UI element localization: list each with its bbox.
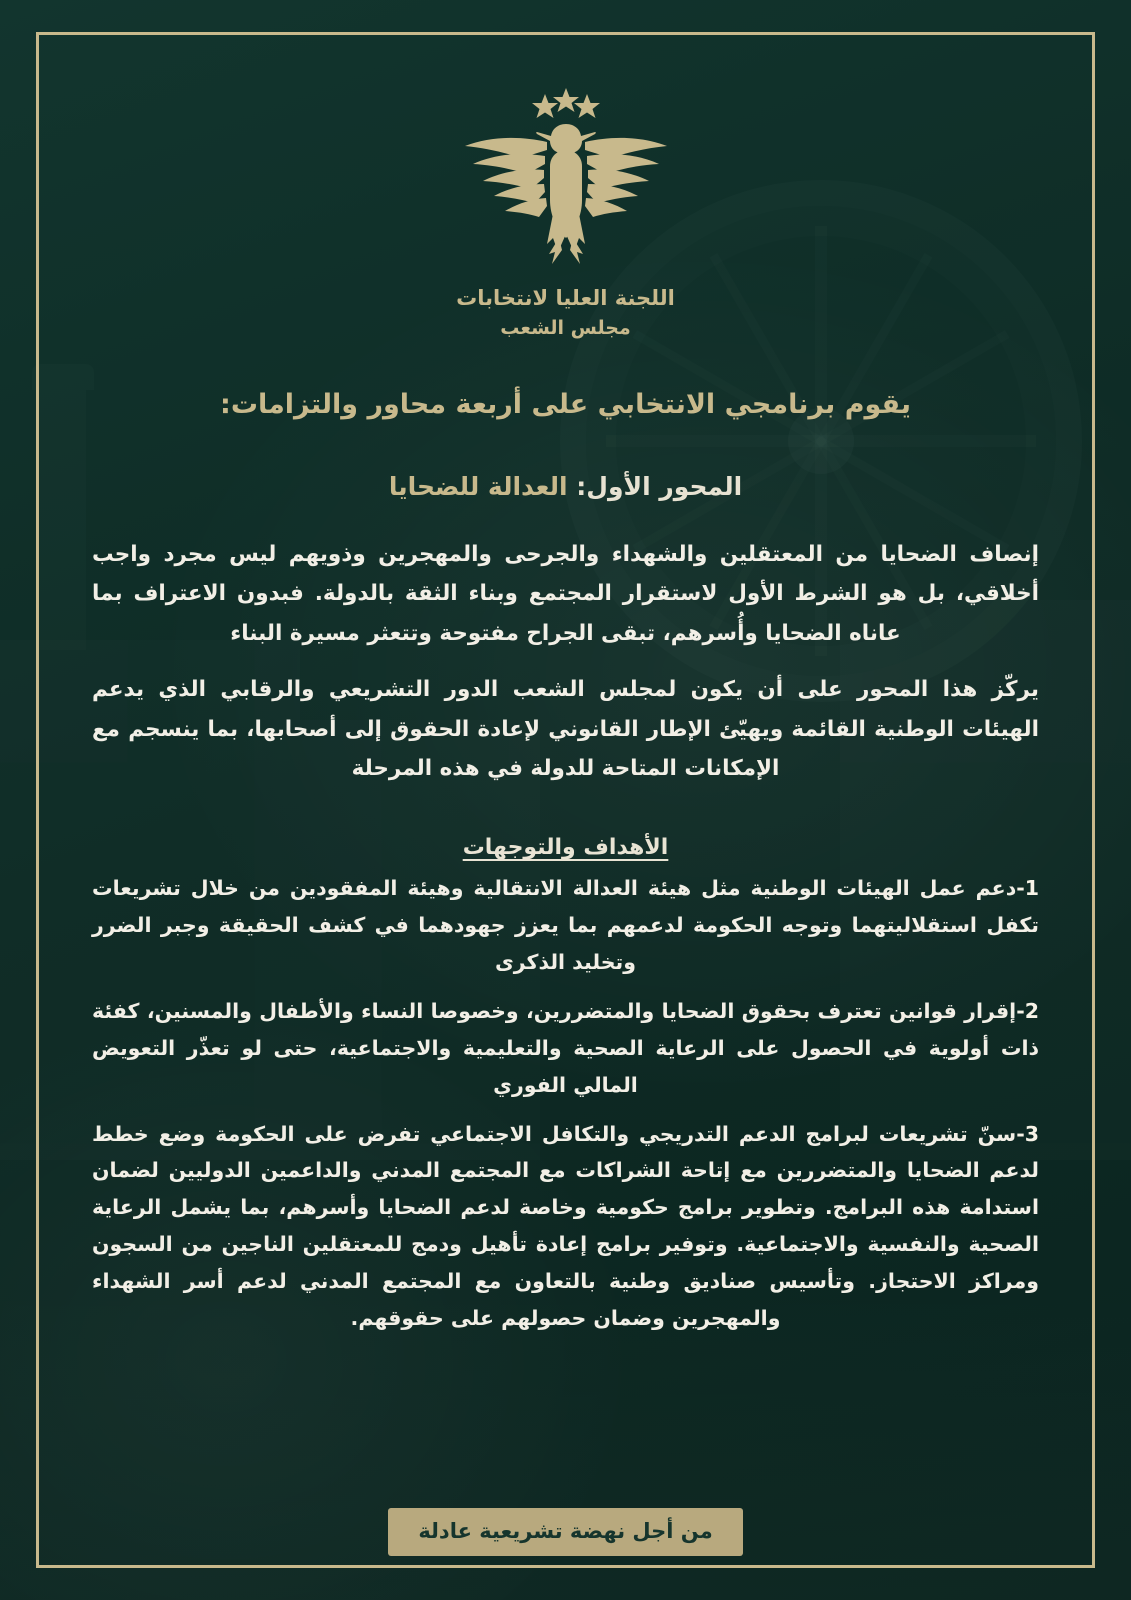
footer-slogan-badge: من أجل نهضة تشريعية عادلة [388,1508,742,1556]
goal-item [92,870,1039,981]
footer-area [0,1508,1131,1556]
logo-title: اللجنة العليا لانتخابات [456,286,675,310]
goal-text: دعم عمل الهيئات الوطنية مثل هيئة العدالة الانتقالية وهيئة المفقودين من خلال تشريعات تكفل استقلاليتهما وتوجه الحكومة لدعمهم بما يعزز جهودهما في كشف الحقيقة وجبر الضرر وتخليد الذكرى [92,876,1039,974]
body-text [92,535,1039,806]
goal-item [92,993,1039,1104]
goal-number: 2- [1016,998,1039,1023]
axis-name: العدالة للضحايا [388,471,568,501]
logo-block [441,88,691,341]
body-paragraph-2: يركّز هذا المحور على أن يكون لمجلس الشعب الدور التشريعي والرقابي الذي يدعم الهيئات الوطنية القائمة ويهيّئ الإطار القانوني لإعادة الحقوق إلى أصحابها، بما ينسجم مع الإمكانات المتاحة للدولة في هذه المرحلة [92,676,1039,782]
eagle-emblem-icon [441,88,691,273]
axis-heading [389,472,742,501]
goal-item [92,1116,1039,1337]
goal-number: 3- [1016,1121,1039,1146]
program-heading: يقوم برنامجي الانتخابي على أربعة محاور والتزامات: [220,389,911,421]
goal-text: إقرار قوانين تعترف بحقوق الضحايا والمتضررين، وخصوصا النساء والأطفال والمسنين، كفئة ذات أولوية في الحصول على الرعاية الصحية والتعليمية والاجتماعية، حتى لو تعذّر التعويض المالي الفوري [92,998,1039,1097]
goal-number: 1- [1016,876,1039,901]
logo-subtitle: مجلس الشعب [500,316,631,339]
goal-text: سنّ تشريعات لبرامج الدعم التدريجي والتكافل الاجتماعي تفرض على الحكومة وضع خطط لدعم الضحايا والمتضررين مع إتاحة الشراكات مع المجتمع المدني والداعمين الدوليين لضمان استدامة هذه البرامج. وتطوير برامج حكومية وخاصة لدعم الضحايا وأسرهم، بما يشمل الرعاية الصحية والنفسية والاجتماعية. وتوفير برامج إعادة تأهيل ودمج للمعتقلين الناجين من السجون ومراكز الاحتجاز. وتأسيس صناديق وطنية بالتعاون مع المجتمع المدني لدعم أسر الشهداء والمهجرين وضمان حصولهم على حقوقهم. [92,1121,1039,1330]
axis-label: المحور الأول: [576,471,743,501]
goals-section-title: الأهداف والتوجهات [462,835,669,861]
body-paragraph-1: إنصاف الضحايا من المعتقلين والشهداء والجرحى والمهجرين وذويهم ليس مجرد واجب أخلاقي، بل هو الشرط الأول لاستقرار المجتمع وبناء الثقة بالدولة. فبدون الاعتراف بما عاناه الضحايا وأُسرهم، تبقى الجراح مفتوحة وتتعثر مسيرة البناء [92,541,1039,647]
goals-list [92,870,1039,1349]
poster-content [36,32,1095,1568]
